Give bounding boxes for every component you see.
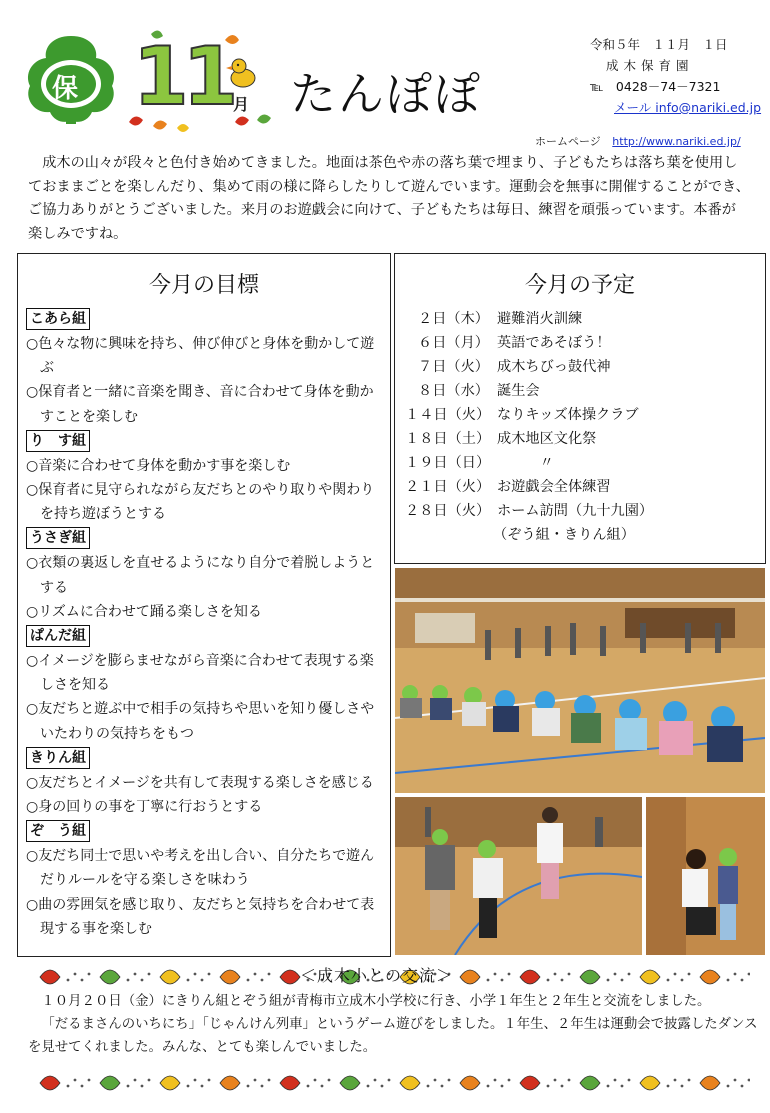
leaf-icon <box>400 1076 420 1090</box>
exchange-title: ＜成木小との交流＞ <box>300 966 454 985</box>
schedule-day: ２８日（火） <box>405 503 491 519</box>
monthly-schedule-box <box>394 253 766 564</box>
class-group <box>26 746 386 771</box>
schedule-event: 〃 <box>497 455 554 471</box>
email-link[interactable]: メール info@nariki.ed.jp <box>614 100 762 115</box>
goal-item: ○友だち同士で思いや考えを出し合い、自分たちで遊んだりルールを守る楽しさを味わう <box>26 848 375 889</box>
schedule-day: ２１日（火） <box>405 479 491 495</box>
goal-item: ○衣類の裏返しを直せるようになり自分で着脱しようとする <box>26 555 375 596</box>
leaf-icon <box>640 1076 660 1090</box>
schedule-row <box>405 451 755 475</box>
homepage-label: ホームページ <box>535 135 601 148</box>
schedule-day: ８日（水） <box>418 383 489 399</box>
leaf-icon <box>100 1076 120 1090</box>
schedule-day: １４日（火） <box>405 407 491 423</box>
goal-item: ○身の回りの事を丁寧に行おうとする <box>26 799 263 816</box>
schedule-title: 今月の予定 <box>524 273 635 298</box>
schedule-row <box>405 499 755 523</box>
schedule-row <box>405 307 755 331</box>
class-group <box>26 429 386 454</box>
goal-item: ○保育者に見守られながら友だちとのやり取りや関わりを持ち遊ぼうとする <box>26 482 375 523</box>
schedule-row <box>405 427 755 451</box>
class-group-label: こあら組 <box>26 308 90 330</box>
intro-text <box>28 152 750 246</box>
intro-paragraph: 成木の山々が段々と色付き始めてきました。地面は茶色や赤の落ち葉で埋まり、子どもたちは落ち葉を使用しておままごとを楽しんだり、集めて雨の様に降らしたりして遊んでいます。運動会を無事に開催することができ、ご協力ありがとうございました。来月のお遊戯会に向けて、子どもたちは毎日、練習を頑張っています。本番が楽しみですね。 <box>28 155 750 242</box>
class-group <box>26 307 386 332</box>
goal-item: ○友だちとイメージを共有して表現する楽しさを感じる <box>26 774 374 791</box>
schedule-row <box>405 355 755 379</box>
leaf-icon <box>40 1076 60 1090</box>
class-group <box>26 526 386 551</box>
schedule-note: （ぞう組・きりん組） <box>493 527 635 543</box>
leaf-icon <box>640 970 660 984</box>
schedule-event: 誕生会 <box>497 383 540 399</box>
schedule-event: お遊戯会全体練習 <box>497 479 611 495</box>
leaf-icon <box>580 970 600 984</box>
newsletter-title: たんぽぽ <box>290 67 482 121</box>
issue-date: 令和５年 １１月 １日 <box>590 37 728 52</box>
leaf-icon <box>280 970 300 984</box>
gym-photo-children-seated <box>395 568 765 793</box>
schedule-day: １８日（土） <box>405 431 491 447</box>
gym-photo-teacher-child <box>646 797 765 955</box>
leaf-icon <box>700 1076 720 1090</box>
month-number: 11 <box>133 30 233 123</box>
leaf-icon <box>520 1076 540 1090</box>
leaf-icon <box>100 970 120 984</box>
leaf-icon <box>160 1076 180 1090</box>
organization-name: 成木保育園 <box>606 58 694 73</box>
schedule-event: なりキッズ体操クラブ <box>497 407 639 423</box>
schedule-event: 避難消火訓練 <box>497 311 583 327</box>
leaf-border-bottom <box>30 1068 750 1098</box>
leaf-icon <box>280 1076 300 1090</box>
goal-item: ○友だちと遊ぶ中で相手の気持ちや思いを知り優しさやいたわりの気持ちをもつ <box>26 701 375 742</box>
exchange-text <box>28 990 758 1059</box>
class-group <box>26 624 386 649</box>
class-group-label: ぱんだ組 <box>26 625 90 647</box>
goal-item: ○保育者と一緒に音楽を聞き、音に合わせて身体を動かすことを楽しむ <box>26 384 374 425</box>
class-group-label: り す組 <box>26 430 90 452</box>
class-group <box>26 819 386 844</box>
schedule-event: 成木ちびっ鼓代神 <box>497 359 611 375</box>
leaf-icon <box>460 970 480 984</box>
schedule-row <box>405 331 755 355</box>
schedule-day: ６日（月） <box>418 335 489 351</box>
leaf-icon <box>40 970 60 984</box>
telephone: ℡ 0428－74－7321 <box>590 79 721 94</box>
leaf-icon <box>340 1076 360 1090</box>
leaf-icon <box>580 1076 600 1090</box>
logo-text: 保 <box>52 74 79 104</box>
exchange-paragraph: 「だるまさんのいちにち」「じゃんけん列車」というゲーム遊びをしました。１年生、２年生は運動会で披露したダンスを見せてくれました。みんな、とても楽しんでいました。 <box>28 1017 758 1055</box>
homepage <box>535 133 741 149</box>
exchange-paragraph: １０月２０日（金）にきりん組とぞう組が青梅市立成木小学校に行き、小学１年生と２年生と交流をしました。 <box>41 994 711 1009</box>
gym-photo-children-walking <box>395 797 642 955</box>
goal-item: ○音楽に合わせて身体を動かす事を楽しむ <box>26 457 291 474</box>
leaf-icon <box>220 1076 240 1090</box>
leaf-icon <box>220 970 240 984</box>
month-kanji: 月 <box>233 95 250 114</box>
goals-title: 今月の目標 <box>148 273 259 298</box>
goal-item: ○曲の雰囲気を感じ取り、友だちと気持ちを合わせて表現する事を楽しむ <box>26 896 375 937</box>
schedule-day: ７日（火） <box>418 359 489 375</box>
schedule-event: ホーム訪問（九十九園） <box>497 503 654 519</box>
leaf-icon <box>520 970 540 984</box>
class-group-label: きりん組 <box>26 747 90 769</box>
goal-item: ○リズムに合わせて踊る楽しさを知る <box>26 603 262 620</box>
schedule-event: 英語であそぼう！ <box>497 335 611 351</box>
schedule-day: ２日（木） <box>418 311 489 327</box>
goal-item: ○色々な物に興味を持ち、伸び伸びと身体を動かして遊ぶ <box>26 336 375 377</box>
leaf-icon <box>460 1076 480 1090</box>
schedule-day: １９日（日） <box>405 455 491 471</box>
schedule-list <box>405 307 755 547</box>
goal-item: ○イメージを膨らませながら音楽に合わせて表現する楽しさを知る <box>26 653 374 694</box>
leaf-icon <box>160 970 180 984</box>
class-group-label: うさぎ組 <box>26 527 90 549</box>
homepage-link[interactable]: http://www.nariki.ed.jp/ <box>612 135 741 148</box>
header-info <box>580 34 760 118</box>
schedule-row <box>405 403 755 427</box>
class-group-label: ぞ う組 <box>26 820 90 842</box>
goals-list <box>26 307 386 941</box>
schedule-event: 成木地区文化祭 <box>497 431 597 447</box>
leaf-icon <box>700 970 720 984</box>
monthly-goals-box <box>17 253 391 957</box>
schedule-row <box>405 475 755 499</box>
schedule-row <box>405 379 755 403</box>
